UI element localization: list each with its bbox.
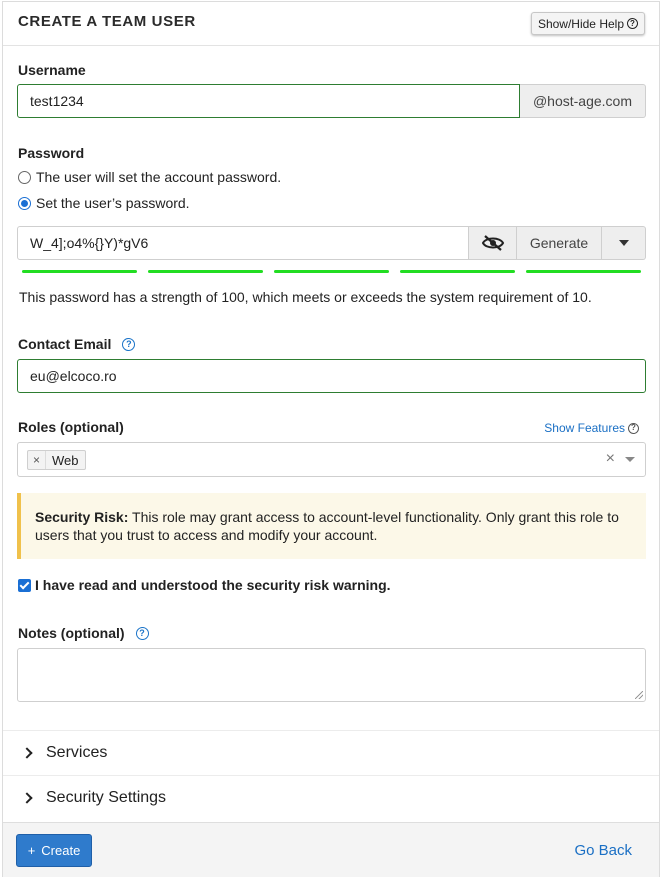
security-settings-section-toggle[interactable] xyxy=(3,775,659,819)
radio-label: Set the user’s password. xyxy=(36,195,190,211)
acknowledge-label: I have read and understood the security risk warning. xyxy=(35,577,391,593)
role-tag xyxy=(27,450,86,470)
password-strength-text: This password has a strength of 100, which meets or exceeds the system requirement of 10. xyxy=(19,289,592,305)
create-team-user-panel xyxy=(2,1,660,877)
question-icon: ? xyxy=(628,423,639,434)
dropdown-caret-icon[interactable] xyxy=(625,457,635,462)
show-features-link[interactable] xyxy=(544,421,639,435)
domain-suffix: @host-age.com xyxy=(520,84,646,118)
show-hide-help-button[interactable] xyxy=(531,12,645,35)
eye-slash-icon xyxy=(481,234,505,252)
help-button-label: Show/Hide Help xyxy=(537,16,624,31)
strength-bar-segment xyxy=(274,270,389,273)
chevron-right-icon xyxy=(21,747,32,758)
plus-icon: + xyxy=(27,843,36,858)
strength-bar-segment xyxy=(400,270,515,273)
roles-label xyxy=(18,419,124,435)
acknowledge-checkbox-row[interactable] xyxy=(18,577,391,593)
strength-bar-segment xyxy=(22,270,137,273)
username-input-group xyxy=(17,84,646,118)
form-footer xyxy=(3,822,659,877)
roles-select[interactable] xyxy=(17,442,646,477)
acknowledge-checkbox[interactable] xyxy=(18,579,31,592)
contact-email-group xyxy=(17,359,646,393)
contact-email-label xyxy=(18,336,135,352)
help-icon[interactable]: ? xyxy=(136,627,149,640)
go-back-link[interactable]: Go Back xyxy=(574,842,632,859)
page-title: CREATE A TEAM USER xyxy=(18,13,196,30)
warning-title: Security Risk: xyxy=(35,509,129,525)
resize-handle[interactable] xyxy=(635,691,643,699)
notes-label-text: Notes (optional) xyxy=(18,625,125,641)
notes-textarea[interactable] xyxy=(17,648,646,702)
radio-set-user-password[interactable] xyxy=(18,195,190,211)
username-input[interactable]: test1234 xyxy=(17,84,520,118)
create-button[interactable] xyxy=(16,834,92,867)
chevron-right-icon xyxy=(21,792,32,803)
question-icon: ? xyxy=(627,18,638,29)
section-label: Security Settings xyxy=(46,788,167,806)
radio-user-sets-password[interactable] xyxy=(18,169,281,185)
toggle-visibility-button[interactable] xyxy=(469,226,517,260)
radio-button[interactable] xyxy=(18,171,31,184)
generate-button[interactable]: Generate xyxy=(517,226,602,260)
remove-tag-icon[interactable]: × xyxy=(28,451,46,469)
password-input[interactable]: W_4];o4%{}Y)*gV6 xyxy=(17,226,469,260)
contact-email-label-text: Contact Email xyxy=(18,336,112,352)
radio-button-selected[interactable] xyxy=(18,197,31,210)
radio-label: The user will set the account password. xyxy=(36,169,282,185)
help-icon[interactable]: ? xyxy=(122,338,135,351)
password-label xyxy=(18,145,84,161)
section-label: Services xyxy=(46,743,108,761)
roles-label-text: Roles (optional) xyxy=(18,419,124,435)
security-risk-alert xyxy=(17,493,646,559)
services-section-toggle[interactable] xyxy=(3,730,659,774)
panel-header xyxy=(3,2,659,46)
password-input-group xyxy=(17,226,646,260)
role-tag-label: Web xyxy=(52,452,79,468)
caret-down-icon xyxy=(619,240,629,246)
clear-selection-icon[interactable]: × xyxy=(605,450,615,467)
generate-options-dropdown[interactable] xyxy=(602,226,646,260)
username-label-text: Username xyxy=(18,62,86,78)
notes-label xyxy=(18,625,149,641)
contact-email-input[interactable]: eu@elcoco.ro xyxy=(17,359,646,393)
strength-bar-segment xyxy=(526,270,641,273)
warning-text: This role may grant access to account-level functionality. Only grant this role to users that you trust to access and modify your account. xyxy=(35,509,619,543)
strength-bar-segment xyxy=(148,270,263,273)
username-label xyxy=(18,62,86,78)
create-button-label: Create xyxy=(41,843,81,858)
show-features-label: Show Features xyxy=(544,421,625,435)
password-label-text: Password xyxy=(18,145,85,161)
